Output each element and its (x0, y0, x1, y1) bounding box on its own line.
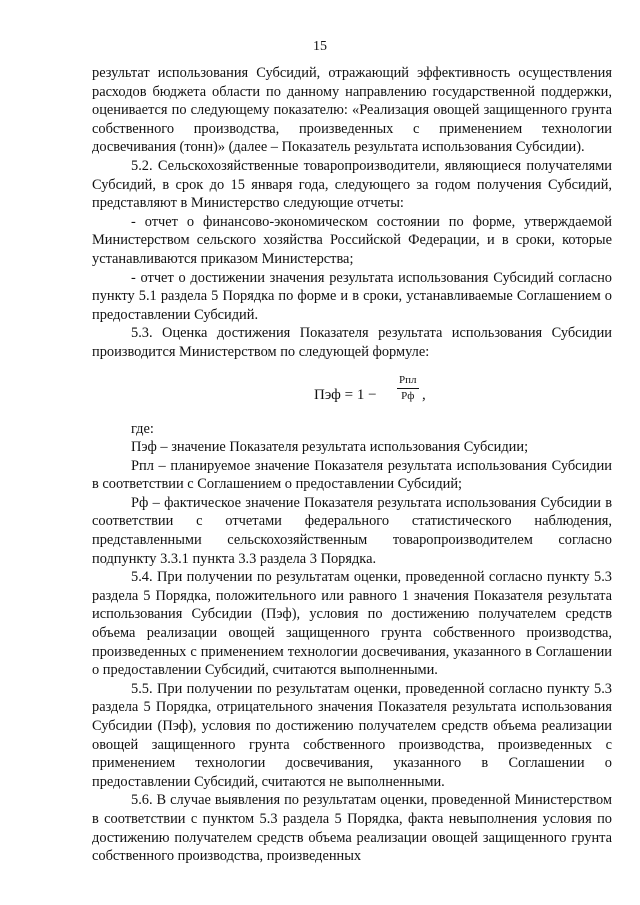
formula-tail: , (422, 386, 426, 403)
definition-rf: Рф – фактическое значение Показателя результата использования Субсидии в соответствии с отчетами федерального статистического наблюдения, представленными сельскохозяйственным товаропроизводителем согласно подпункту 3.3.1 пункта 3.3 раздела 3 Порядка. (92, 494, 612, 567)
document-body (92, 64, 612, 866)
paragraph-5-1-continuation: результат использования Субсидий, отражающий эффективность осуществления расходов бюджета области по данному направлению государственной поддержки, оценивается по следующему показателю: «Реализация овощей защищенного грунта собственного производства, произведенных с применением технологии досвечивания (тонн)» (далее – Показатель результата использования Субсидии). (92, 65, 612, 156)
page-number: 15 (313, 39, 327, 54)
formula-numerator: Рпл (397, 374, 419, 389)
formula-denominator: Рф (401, 389, 415, 402)
paragraph-5-6: 5.6. В случае выявления по результатам оценки, проведенной Министерством в соответствии с пунктом 5.3 раздела 5 Порядка, факта невыполнения условия по достижению получателем средств объема реализации овощей защищенного грунта собственного производства, произведенных (92, 792, 612, 865)
formula-where: где: (131, 420, 154, 437)
paragraph-5-3: 5.3. Оценка достижения Показателя результата использования Субсидии производится Министерством по следующей формуле: (92, 325, 612, 360)
formula-fraction (397, 374, 419, 403)
formula-lhs: Пэф = 1 − (314, 386, 377, 403)
paragraph-5-2: 5.2. Сельскохозяйственные товаропроизводители, являющиеся получателями Субсидий, в срок до 15 января года, следующего за годом получения Субсидий, представляют в Министерство следующие отчеты: (92, 157, 612, 212)
paragraph-5-2-report-2: - отчет о достижении значения результата использования Субсидий согласно пункту 5.1 раздела 5 Порядка по форме и в сроки, устанавливаемые Соглашением о предоставлении Субсидий. (92, 269, 612, 323)
efficiency-formula (92, 374, 612, 414)
definition-rpl: Рпл – планируемое значение Показателя результата использования Субсидии в соответствии с Соглашением о предоставлении Субсидий; (92, 457, 612, 493)
definition-pef: Пэф – значение Показателя результата использования Субсидии; (131, 439, 529, 456)
paragraph-5-5: 5.5. При получении по результатам оценки, проведенной согласно пункту 5.3 раздела 5 Порядка, отрицательного значения Показателя результата использования Субсидии (Пэф), условия по достижению получателем средств объема реализации овощей защищенного грунта собственного производства, произведенных с применением технологии досвечивания, указанного в Соглашении о предоставлении Субсидий, считаются не выполненными. (92, 680, 612, 790)
paragraph-5-4: 5.4. При получении по результатам оценки, проведенной согласно пункту 5.3 раздела 5 Порядка, положительного или равного 1 значения Показателя результата использования Субсидии (Пэф), условия по достижению получателем средств объема реализации овощей защищенного грунта собственного производства, произведенных с применением технологии досвечивания, указанного в Соглашении о предоставлении Субсидий, считаются выполненными. (92, 569, 612, 679)
paragraph-5-2-report-1: - отчет о финансово-экономическом состоянии по форме, утверждаемой Министерством сельского хозяйства Российской Федерации, и в сроки, которые устанавливаются приказом Министерства; (92, 213, 612, 267)
